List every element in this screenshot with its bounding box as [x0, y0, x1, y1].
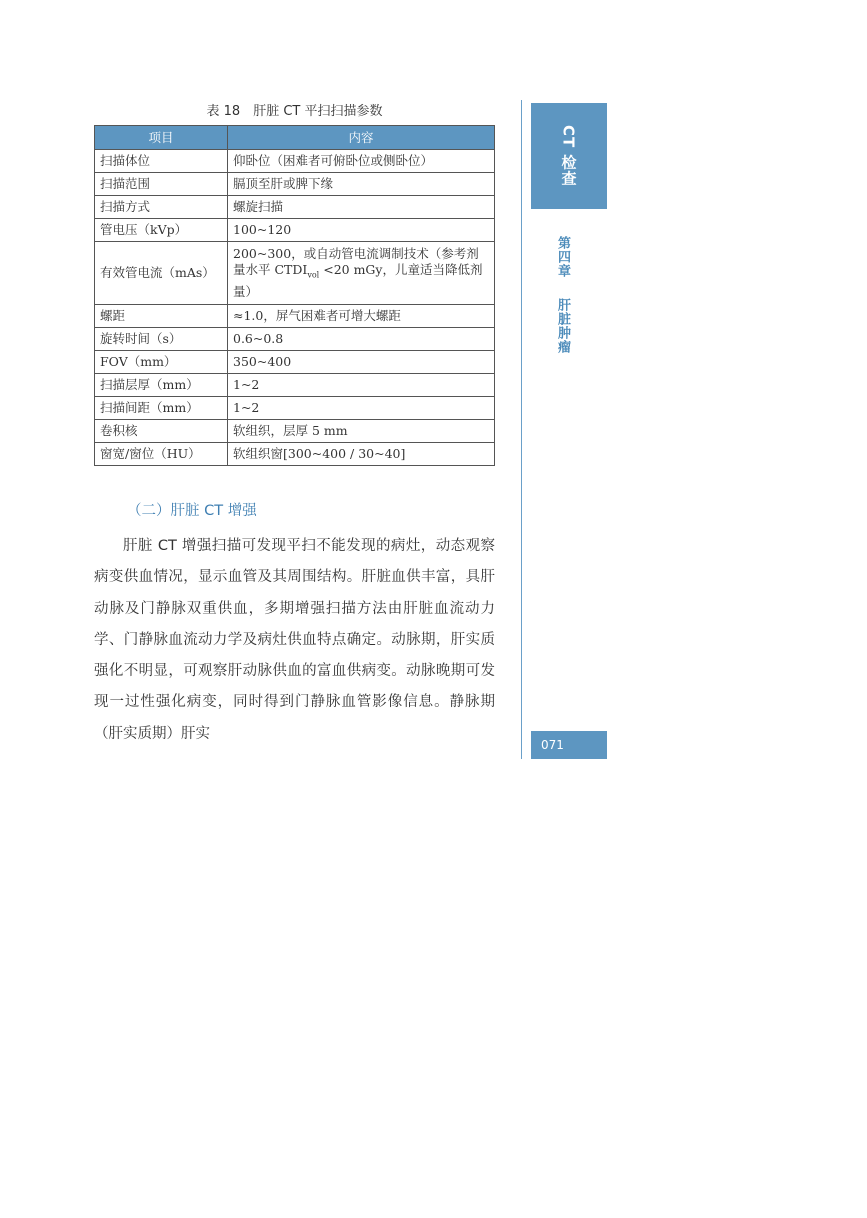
table-row — [95, 173, 495, 196]
row-content — [228, 242, 495, 305]
row-item: 窗宽/窗位（HU） — [95, 443, 228, 466]
row-content: 0.6~0.8 — [228, 328, 495, 351]
row-content: 螺旋扫描 — [228, 196, 495, 219]
column-header-item: 项目 — [95, 126, 228, 150]
table-row — [95, 150, 495, 173]
table-row — [95, 351, 495, 374]
column-header-content: 内容 — [228, 126, 495, 150]
row-item: 扫描间距（mm） — [95, 397, 228, 420]
row-item: 扫描层厚（mm） — [95, 374, 228, 397]
row-content: 100~120 — [228, 219, 495, 242]
subscript-vol: vol — [307, 270, 320, 280]
chapter-title: 肝脏肿瘤 — [555, 297, 570, 354]
table-header-row — [95, 126, 495, 150]
row-item: 有效管电流（mAs） — [95, 242, 228, 305]
row-item: 卷积核 — [95, 420, 228, 443]
row-item: 螺距 — [95, 305, 228, 328]
table-row — [95, 305, 495, 328]
row-item: 管电压（kVp） — [95, 219, 228, 242]
row-content: 1~2 — [228, 374, 495, 397]
margin-divider — [521, 100, 522, 759]
table-row — [95, 328, 495, 351]
chapter-tab-label: CT 检查 — [559, 125, 578, 187]
table-caption: 表 18 肝脏 CT 平扫扫描参数 — [206, 104, 383, 119]
table-row — [95, 219, 495, 242]
row-content: 软组织窗[300~400 / 30~40] — [228, 443, 495, 466]
row-content: 膈顶至肝或脾下缘 — [228, 173, 495, 196]
section-heading: （二）肝脏 CT 增强 — [127, 503, 257, 519]
row-content: 350~400 — [228, 351, 495, 374]
row-content-part: <20 mGy，儿童适当降低剂量） — [233, 262, 483, 299]
scan-parameters-table — [94, 125, 495, 466]
row-item: FOV（mm） — [95, 351, 228, 374]
row-content: 软组织，层厚 5 mm — [228, 420, 495, 443]
row-content: ≈1.0，屏气困难者可增大螺距 — [228, 305, 495, 328]
body-text — [94, 531, 495, 750]
row-item: 旋转时间（s） — [95, 328, 228, 351]
row-item: 扫描方式 — [95, 196, 228, 219]
table-row — [95, 374, 495, 397]
row-item: 扫描范围 — [95, 173, 228, 196]
row-content: 1~2 — [228, 397, 495, 420]
paragraph: 肝脏 CT 增强扫描可发现平扫不能发现的病灶，动态观察病变供血情况，显示血管及其周围结构。肝脏血供丰富，具肝动脉及门静脉双重供血，多期增强扫描方法由肝脏血流动力学、门静脉血流动力学及病灶供血特点确定。动脉期，肝实质强化不明显，可观察肝动脉供血的富血供病变。动脉晚期可发现一过性强化病变，同时得到门静脉血管影像信息。静脉期（肝实质期）肝实 — [94, 538, 495, 742]
chapter-tab — [531, 103, 607, 209]
page-number: 071 — [531, 731, 607, 759]
row-content-part: 200~300，或自动管电流调制技术（参考剂量水平 CTDI — [233, 246, 479, 278]
table-row — [95, 397, 495, 420]
row-content: 仰卧位（困难者可俯卧位或侧卧位） — [228, 150, 495, 173]
table-row — [95, 443, 495, 466]
table-row — [95, 242, 495, 305]
table-row — [95, 196, 495, 219]
row-item: 扫描体位 — [95, 150, 228, 173]
table-row — [95, 420, 495, 443]
chapter-label — [552, 236, 572, 354]
chapter-number: 第四章 — [555, 236, 570, 278]
